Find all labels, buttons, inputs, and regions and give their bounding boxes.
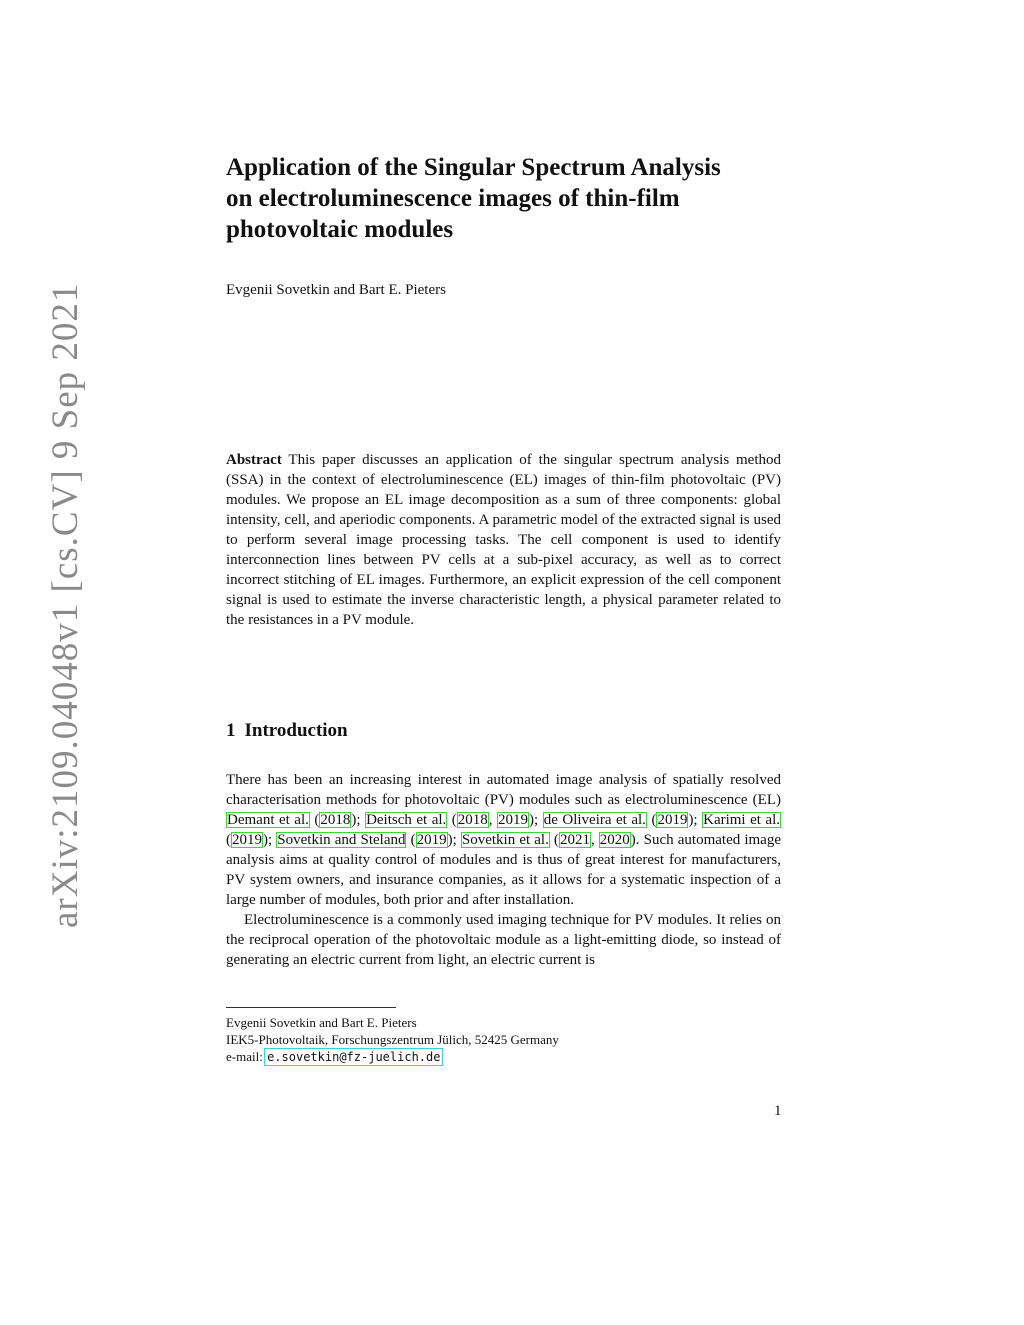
introduction-body xyxy=(226,770,781,970)
intro-text: There has been an increasing interest in automated image analysis of spatially resolved characterisation methods for photovoltaic (PV) modules such as electroluminescence (EL) xyxy=(226,772,781,808)
citation-demant-link[interactable]: Demant et al. xyxy=(227,812,309,828)
citation-sovetkin-year-link[interactable]: 2021 xyxy=(559,832,590,848)
title-line: photovoltaic modules xyxy=(226,216,454,243)
section-number: 1 xyxy=(226,720,236,741)
section-heading xyxy=(226,720,348,742)
title-line: Application of the Singular Spectrum Analysis xyxy=(226,154,721,181)
title-line: on electroluminescence images of thin-film xyxy=(226,185,680,212)
citation-sovetkin-year-link[interactable]: 2020 xyxy=(599,832,630,848)
citation-sovetkin-link[interactable]: Sovetkin et al. xyxy=(461,832,549,848)
page-number: 1 xyxy=(774,1103,782,1119)
author-list: Evgenii Sovetkin and Bart E. Pieters xyxy=(226,282,446,298)
email-label: e-mail: xyxy=(226,1049,263,1064)
paper-title xyxy=(226,152,786,245)
citation-de-oliveira-link[interactable]: de Oliveira et al. xyxy=(543,812,646,828)
arxiv-identifier-stamp: arXiv:2109.04048v1 [cs.CV] 9 Sep 2021 xyxy=(45,282,86,928)
footnote-names: Evgenii Sovetkin and Bart E. Pieters xyxy=(226,1015,417,1030)
citation-karimi-link[interactable]: Karimi et al. xyxy=(703,812,780,828)
citation-deitsch-year-link[interactable]: 2019 xyxy=(498,812,529,828)
abstract-label: Abstract xyxy=(226,452,282,468)
citation-deitsch-year-link[interactable]: 2018 xyxy=(457,812,488,828)
citation-sovetkin-steland-year-link[interactable]: 2019 xyxy=(416,832,447,848)
citation-demant-year-link[interactable]: 2018 xyxy=(320,812,351,828)
abstract-text: This paper discusses an application of the singular spectrum analysis method (SSA) in the context of electroluminescence (EL) images of thin-film photovoltaic (PV) modules. We propose an EL image decomposition as a sum of three components: global intensity, cell, and aperiodic components. A parametric model of the extracted signal is used to perform several image processing tasks. The cell component is used to identify interconnection lines between PV cells at a sub-pixel accuracy, as well as to correct incorrect stitching of EL images. Furthermore, an explicit expression of the cell component signal is used to estimate the inverse characteristic length, a physical parameter related to the resistances in a PV module. xyxy=(226,452,782,628)
citation-sovetkin-steland-link[interactable]: Sovetkin and Steland xyxy=(277,832,406,848)
email-link[interactable]: e.sovetkin@fz-juelich.de xyxy=(267,1050,441,1064)
intro-paragraph: There has been an increasing interest in automated image analysis of spatially resolved characterisation methods for photovoltaic (PV) modules such as electroluminescence (EL) Demant et al. (2018); Deitsch et al. (2018, 2019); de Oliveira et al. (2019); Karimi et al. (2019); Sovetkin and Steland (2019); Sovetkin et al. (2021, 2020). Such automated image analysis aims at quality control of modules and is thus of great interest for manufacturers, PV system owners, and insurance companies, as it allows for a systematic inspection of a large number of modules, both prior and after installation. xyxy=(226,772,781,908)
footnote-email-line xyxy=(226,1048,786,1066)
abstract xyxy=(226,450,781,630)
footnote-affiliation: IEK5-Photovoltaik, Forschungszentrum Jülich, 52425 Germany xyxy=(226,1032,559,1047)
author-footnote xyxy=(226,1014,786,1066)
citation-deitsch-link[interactable]: Deitsch et al. xyxy=(366,812,447,828)
section-title: Introduction xyxy=(244,720,348,741)
citation-karimi-year-link[interactable]: 2019 xyxy=(232,832,262,848)
footnote-divider xyxy=(226,1007,396,1008)
intro-text: . Such automated image analysis aims at quality control of modules and is thus of great interest for manufacturers, PV system owners, and insurance companies, as it allows for a systematic inspection of a large number of modules, both prior and after installation. xyxy=(226,832,781,908)
citation-de-oliveira-year-link[interactable]: 2019 xyxy=(657,812,688,828)
intro-paragraph: Electroluminescence is a commonly used imaging technique for PV modules. It relies on the reciprocal operation of the photovoltaic module as a light-emitting diode, so instead of generating an electric current from light, an electric current is xyxy=(226,912,781,968)
